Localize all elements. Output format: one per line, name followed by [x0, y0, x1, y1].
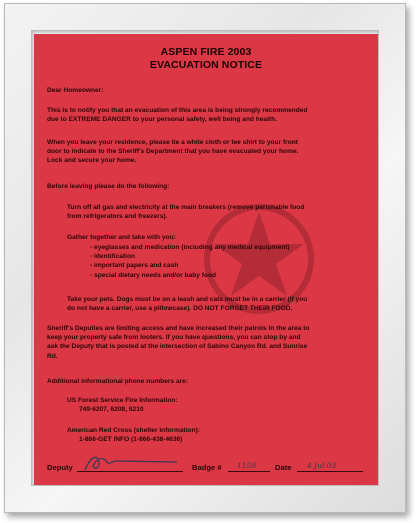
deputy-signature [81, 452, 181, 474]
list-item: - eyeglasses and medication (including any medical equipment) [90, 244, 290, 251]
before-leaving-heading: Before leaving please do the following: [47, 183, 170, 190]
turn-off-instruction: Turn off all gas and electricity at the main breakers (remove perishable food from refrigerators and freezers). [67, 204, 305, 221]
greeting: Dear Homeowner: [47, 87, 104, 94]
list-item: - identification [90, 253, 136, 261]
evacuation-notice [34, 34, 378, 485]
usfs-phone-block [67, 396, 378, 414]
deputies-paragraph: Sheriff's Deputies are limiting access and have increased their patrols in the area to keep your property safe from looters. If you have questions, you can stop by and ask the Deputy that is posted at the intersection of Sabino Canyon Rd. and Sunrise Rd. [47, 325, 310, 360]
list-item: - important papers and cash [90, 262, 179, 270]
paragraph-white-cloth: When you leave your residence, please tie a white cloth or tee shirt to your front door to indicate to the Sheriff's Department that you have evacuated your home. Lock and secure your home. [47, 139, 299, 165]
pets-instruction: Take your pets. Dogs must be on a leash and cats must be in a carrier (if you do not have a carrier, use a pillowcase). DO NOT FORGET THEIR FOOD. [67, 296, 308, 313]
notice-title: ASPEN FIRE 2003 [160, 46, 252, 58]
list-item: - special dietary needs and/or baby food [90, 271, 217, 279]
signature-row [47, 458, 367, 474]
usfs-label: US Forest Service Fire Information: [67, 397, 178, 404]
date-label: Date [275, 463, 292, 472]
phones-heading: Additional informational phone numbers are: [47, 378, 189, 385]
redcross-phone-block [67, 426, 378, 444]
gather-heading: Gather together and take with you: [67, 234, 176, 241]
deputy-label: Deputy [47, 463, 73, 472]
badge-line [228, 471, 270, 472]
redcross-label: American Red Cross (shelter information): [67, 427, 200, 434]
badge-label: Badge # [192, 463, 222, 472]
notice-subtitle: EVACUATION NOTICE [149, 59, 263, 71]
badge-number: 1158 [237, 461, 257, 470]
items-list [90, 243, 378, 280]
paragraph-notify: This is to notify you that an evacuation of this area is being strongly recommended due to EXTREME DANGER to your personal safety, well being and health. [47, 107, 308, 124]
date-line [297, 471, 363, 472]
redcross-numbers: 1-866-GET INFO (1-866-438-4636) [79, 436, 183, 444]
date-value: 4 Jul 03 [307, 461, 337, 470]
usfs-numbers: 749-6207, 6208, 6210 [79, 406, 144, 414]
